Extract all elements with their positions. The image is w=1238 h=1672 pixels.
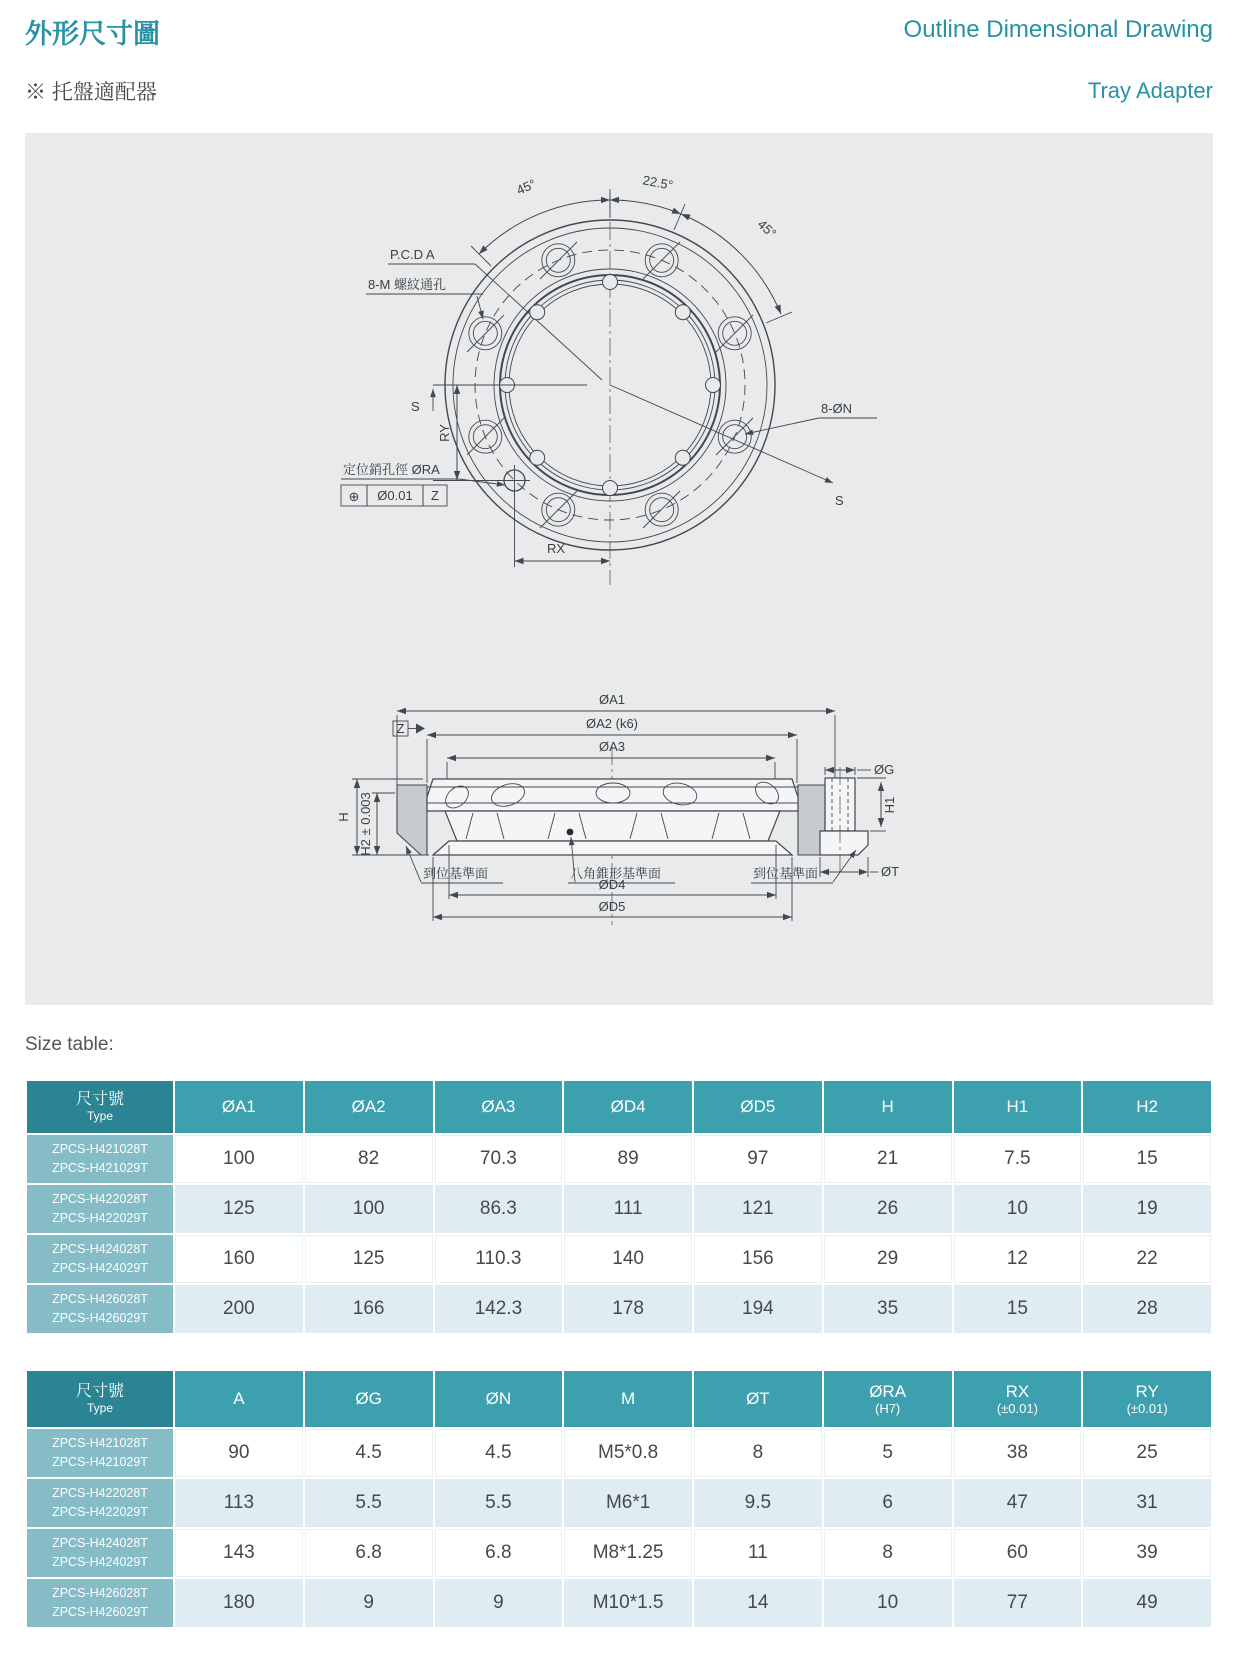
size-table-1 xyxy=(25,1079,1213,1335)
value-cell: 5.5 xyxy=(305,1479,433,1527)
type-column-header: 尺寸號 Type xyxy=(27,1081,173,1133)
size-table-label: Size table: xyxy=(25,1034,114,1055)
col-header: ØA3 xyxy=(435,1081,563,1133)
cone-section xyxy=(445,811,780,841)
stub-lower xyxy=(820,831,868,855)
value-cell: 100 xyxy=(305,1185,433,1233)
pcd-label: P.C.D A xyxy=(390,247,435,262)
angle-45-left-label: 45° xyxy=(514,176,539,198)
col-header: ØT xyxy=(694,1371,822,1427)
seat-right-label: 到位基準面 xyxy=(753,866,819,881)
value-cell: 97 xyxy=(694,1135,822,1183)
left-flange-section xyxy=(397,785,427,855)
value-cell: 6.8 xyxy=(435,1529,563,1577)
gdt-symbol: ⊕ xyxy=(348,489,360,504)
dia-d5-label: ØD5 xyxy=(598,899,626,914)
value-cell: 125 xyxy=(175,1185,303,1233)
value-cell: 100 xyxy=(175,1135,303,1183)
value-cell: 86.3 xyxy=(435,1185,563,1233)
table-header-row xyxy=(27,1081,1211,1133)
value-cell: 31 xyxy=(1083,1479,1211,1527)
value-cell: 6 xyxy=(824,1479,952,1527)
col-header: M xyxy=(564,1371,692,1427)
col-header: ØD4 xyxy=(564,1081,692,1133)
value-cell: 19 xyxy=(1083,1185,1211,1233)
table-row xyxy=(27,1579,1211,1627)
h1-label: H1 xyxy=(882,796,897,814)
value-cell: 38 xyxy=(954,1429,1082,1477)
cone-datum-dot xyxy=(567,829,574,836)
value-cell: 35 xyxy=(824,1285,952,1333)
drawing-panel xyxy=(25,133,1213,1005)
datum-z-label: Z xyxy=(396,721,405,736)
thread-holes-label: 8-M 螺紋通孔 xyxy=(368,277,447,292)
value-cell: 89 xyxy=(564,1135,692,1183)
value-cell: 60 xyxy=(954,1529,1082,1577)
dia-t-label: ØT xyxy=(881,864,900,879)
col-header: H xyxy=(824,1081,952,1133)
value-cell: 49 xyxy=(1083,1579,1211,1627)
top-plate xyxy=(427,779,798,811)
table-row xyxy=(27,1479,1211,1527)
seat-left-label: 到位基準面 xyxy=(423,866,489,881)
dia-d4-label: ØD4 xyxy=(598,877,626,892)
value-cell: 8 xyxy=(824,1529,952,1577)
col-header: RX (±0.01) xyxy=(954,1371,1082,1427)
value-cell: 143 xyxy=(175,1529,303,1577)
type-cell: ZPCS-H426028T ZPCS-H426029T xyxy=(27,1579,173,1627)
value-cell: 5 xyxy=(824,1429,952,1477)
cone-seat-label: 八角錐形基準面 xyxy=(570,866,662,881)
type-cell: ZPCS-H426028T ZPCS-H426029T xyxy=(27,1285,173,1333)
dia-a1-label: ØA1 xyxy=(598,692,626,707)
value-cell: 180 xyxy=(175,1579,303,1627)
value-cell: 15 xyxy=(954,1285,1082,1333)
type-cell: ZPCS-H421028T ZPCS-H421029T xyxy=(27,1429,173,1477)
value-cell: 166 xyxy=(305,1285,433,1333)
value-cell: 142.3 xyxy=(435,1285,563,1333)
h2-label: H2 ± 0.003 xyxy=(358,792,373,856)
section-s-left-label: S xyxy=(411,399,420,414)
bottom-slab xyxy=(433,841,792,855)
type-cell: ZPCS-H424028T ZPCS-H424029T xyxy=(27,1235,173,1283)
col-header: ØG xyxy=(305,1371,433,1427)
gdt-frame xyxy=(341,485,447,506)
page-title-zh: 外形尺寸圖 xyxy=(25,19,160,49)
table-row xyxy=(27,1529,1211,1577)
col-header: H2 xyxy=(1083,1081,1211,1133)
value-cell: 9 xyxy=(305,1579,433,1627)
col-header: ØA2 xyxy=(305,1081,433,1133)
value-cell: 125 xyxy=(305,1235,433,1283)
gdt-datum: Z xyxy=(431,488,439,503)
pin-hole xyxy=(499,465,530,496)
col-header: ØA1 xyxy=(175,1081,303,1133)
value-cell: 47 xyxy=(954,1479,1082,1527)
value-cell: M5*0.8 xyxy=(564,1429,692,1477)
value-cell: 194 xyxy=(694,1285,822,1333)
page-title-en: Outline Dimensional Drawing xyxy=(903,16,1213,43)
col-header: RY (±0.01) xyxy=(1083,1371,1211,1427)
value-cell: 9 xyxy=(435,1579,563,1627)
value-cell: M8*1.25 xyxy=(564,1529,692,1577)
side-view xyxy=(336,692,899,925)
value-cell: 39 xyxy=(1083,1529,1211,1577)
rx-label: RX xyxy=(547,541,566,556)
h-label: H xyxy=(336,812,351,822)
value-cell: 4.5 xyxy=(305,1429,433,1477)
value-cell: 26 xyxy=(824,1185,952,1233)
value-cell: 5.5 xyxy=(435,1479,563,1527)
angle-45-right-label: 45° xyxy=(754,216,780,241)
value-cell: 7.5 xyxy=(954,1135,1082,1183)
value-cell: 70.3 xyxy=(435,1135,563,1183)
col-header: ØRA (H7) xyxy=(824,1371,952,1427)
page-subtitle-zh: ※ 托盤適配器 xyxy=(25,81,157,104)
technical-drawing xyxy=(25,133,1213,1005)
value-cell: 25 xyxy=(1083,1429,1211,1477)
dia-a3-label: ØA3 xyxy=(598,739,626,754)
value-cell: 178 xyxy=(564,1285,692,1333)
value-cell: 29 xyxy=(824,1235,952,1283)
dia-g-label: ØG xyxy=(874,762,895,777)
section-s-right-label: S xyxy=(835,493,844,508)
value-cell: 140 xyxy=(564,1235,692,1283)
pin-hole-label: 定位銷孔徑 ØRA xyxy=(343,462,440,477)
value-cell: 28 xyxy=(1083,1285,1211,1333)
type-cell: ZPCS-H424028T ZPCS-H424029T xyxy=(27,1529,173,1577)
value-cell: 82 xyxy=(305,1135,433,1183)
value-cell: 4.5 xyxy=(435,1429,563,1477)
value-cell: 121 xyxy=(694,1185,822,1233)
holes-label: 8-ØN xyxy=(821,401,853,416)
value-cell: 14 xyxy=(694,1579,822,1627)
dia-a2-label: ØA2 (k6) xyxy=(585,716,639,731)
value-cell: 160 xyxy=(175,1235,303,1283)
table-header-row xyxy=(27,1371,1211,1427)
value-cell: M10*1.5 xyxy=(564,1579,692,1627)
col-header: A xyxy=(175,1371,303,1427)
size-table-2 xyxy=(25,1369,1213,1629)
value-cell: 156 xyxy=(694,1235,822,1283)
value-cell: M6*1 xyxy=(564,1479,692,1527)
value-cell: 10 xyxy=(954,1185,1082,1233)
table-row xyxy=(27,1235,1211,1283)
gdt-tolerance: Ø0.01 xyxy=(377,488,413,503)
table-row xyxy=(27,1285,1211,1333)
value-cell: 113 xyxy=(175,1479,303,1527)
value-cell: 12 xyxy=(954,1235,1082,1283)
col-header: ØN xyxy=(435,1371,563,1427)
angle-22-5-label: 22.5° xyxy=(641,172,675,193)
col-header: ØD5 xyxy=(694,1081,822,1133)
value-cell: 6.8 xyxy=(305,1529,433,1577)
value-cell: 10 xyxy=(824,1579,952,1627)
datum-z-flag xyxy=(393,721,425,736)
top-view xyxy=(341,172,877,585)
col-header: H1 xyxy=(954,1081,1082,1133)
ry-label: RY xyxy=(437,424,452,442)
type-cell: ZPCS-H422028T ZPCS-H422029T xyxy=(27,1185,173,1233)
value-cell: 90 xyxy=(175,1429,303,1477)
type-cell: ZPCS-H421028T ZPCS-H421029T xyxy=(27,1135,173,1183)
type-column-header: 尺寸號 Type xyxy=(27,1371,173,1427)
type-cell: ZPCS-H422028T ZPCS-H422029T xyxy=(27,1479,173,1527)
table-row xyxy=(27,1429,1211,1477)
value-cell: 21 xyxy=(824,1135,952,1183)
page-subtitle-en: Tray Adapter xyxy=(1087,78,1213,103)
value-cell: 111 xyxy=(564,1185,692,1233)
value-cell: 200 xyxy=(175,1285,303,1333)
value-cell: 110.3 xyxy=(435,1235,563,1283)
value-cell: 22 xyxy=(1083,1235,1211,1283)
value-cell: 77 xyxy=(954,1579,1082,1627)
table-row xyxy=(27,1135,1211,1183)
value-cell: 15 xyxy=(1083,1135,1211,1183)
value-cell: 8 xyxy=(694,1429,822,1477)
value-cell: 9.5 xyxy=(694,1479,822,1527)
value-cell: 11 xyxy=(694,1529,822,1577)
table-row xyxy=(27,1185,1211,1233)
